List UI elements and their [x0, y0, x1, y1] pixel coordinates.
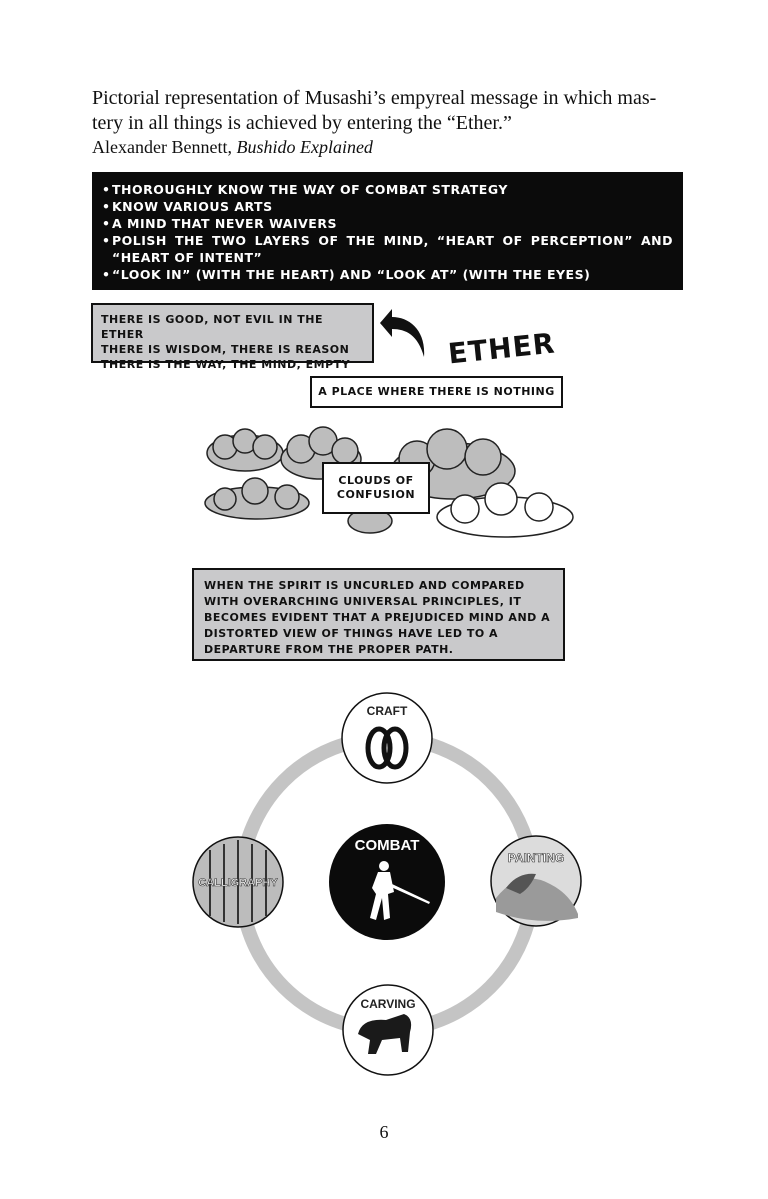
- caption-line-2: tery in all things is achieved by entering the “Ether.”: [92, 112, 512, 134]
- principle-item: • POLISH THE TWO LAYERS OF THE MIND, “HEART OF PERCEPTION” AND “HEART OF INTENT”: [102, 232, 673, 266]
- attribution-book: Bushido Explained: [236, 137, 373, 157]
- craft-label: CRAFT: [366, 704, 408, 718]
- calligraphy-label: CALLIGRAPHY: [198, 877, 278, 889]
- page-number: 6: [379, 1122, 389, 1142]
- principle-item: • THOROUGHLY KNOW THE WAY OF COMBAT STRATEGY: [102, 181, 673, 198]
- principles-box: [92, 172, 683, 290]
- combat-label: COMBAT: [354, 837, 420, 854]
- cloud: [207, 429, 283, 471]
- clouds-label-line: CLOUDS OF: [338, 474, 414, 487]
- ether-line: THERE IS THE WAY, THE MIND, EMPTY: [101, 358, 351, 371]
- attribution: [92, 136, 373, 158]
- clouds-of-confusion-box: [322, 462, 430, 514]
- principle-item: • KNOW VARIOUS ARTS: [102, 198, 673, 215]
- calligraphy-node: [193, 837, 283, 927]
- figure-caption: [92, 86, 684, 136]
- principles-list: [102, 181, 673, 283]
- nothing-box: A PLACE WHERE THERE IS NOTHING: [310, 376, 563, 408]
- principle-item: • A MIND THAT NEVER WAIVERS: [102, 215, 673, 232]
- ether-line: THERE IS WISDOM, THERE IS REASON: [101, 343, 350, 356]
- caption-line-1: Pictorial representation of Musashi’s empyreal message in which mas-: [92, 87, 657, 109]
- carving-label: CARVING: [360, 997, 416, 1011]
- attribution-author: Alexander Bennett,: [92, 137, 237, 157]
- arts-diagram: [190, 688, 590, 1080]
- clouds-label-line: CONFUSION: [336, 488, 416, 501]
- carving-node: [343, 985, 433, 1075]
- curved-arrow-icon: [378, 307, 430, 361]
- combat-node: [329, 824, 445, 940]
- cloud: [205, 478, 309, 519]
- ether-title: ETHER: [446, 326, 557, 371]
- painting-label: PAINTING: [507, 851, 565, 865]
- ether-description-box: [91, 303, 374, 371]
- craft-node: [342, 693, 432, 783]
- spirit-explanation-box: WHEN THE SPIRIT IS UNCURLED AND COMPARED WITH OVERARCHING UNIVERSAL PRINCIPLES, IT BECOMES EVIDENT THAT A PREJUDICED MIND AND A DISTORTED VIEW OF THINGS HAVE LED TO A DEPARTURE FROM THE PROPER PATH.: [192, 568, 565, 661]
- ether-line: THERE IS GOOD, NOT EVIL IN THE ETHER: [101, 313, 323, 341]
- painting-node: [491, 836, 581, 926]
- principle-item: • “LOOK IN” (WITH THE HEART) AND “LOOK AT” (WITH THE EYES): [102, 266, 673, 283]
